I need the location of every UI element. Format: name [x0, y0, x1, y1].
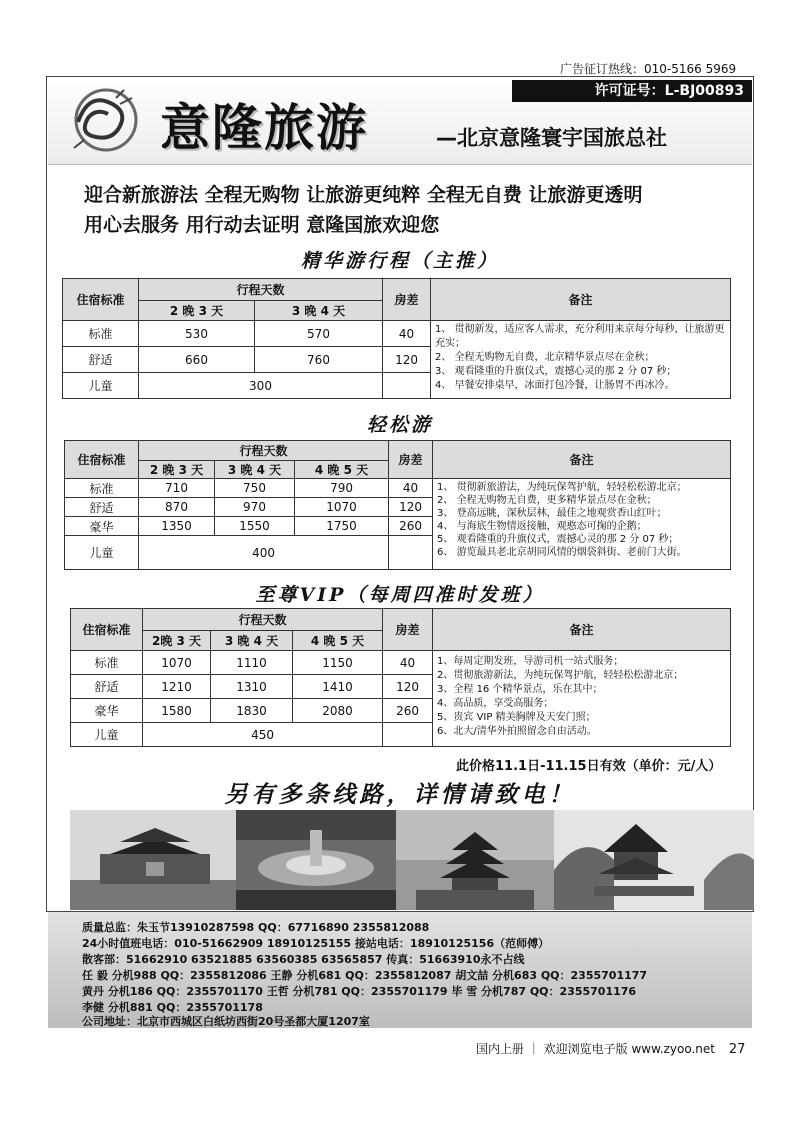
price-cell: 1350	[139, 517, 215, 536]
note-item: 5、贵宾 VIP 精美胸牌及天安门照；	[437, 712, 596, 723]
license-number: 许可证号：L-BJ00893	[512, 80, 752, 102]
diff-cell	[389, 536, 433, 570]
level-cell: 豪华	[65, 517, 139, 536]
header-days: 行程天数	[139, 279, 383, 301]
price-cell: 750	[215, 479, 295, 498]
header-notes: 备注	[433, 609, 731, 651]
note-item: 3、 登高远眺，深秋层林，最佳之地观赏香山红叶；	[437, 508, 667, 519]
section-title-easy: 轻松游	[366, 414, 433, 436]
dragon-logo-icon	[58, 82, 154, 158]
ad-hotline: 广告征订热线：010-5166 5969	[560, 62, 737, 76]
note-item: 1、每周定期发班，导游司机一站式服务；	[437, 656, 624, 667]
footer-text: 国内上册 ｜ 欢迎浏览电子版 www.zyoo.net	[476, 1042, 715, 1056]
price-table-easy	[64, 440, 731, 570]
table-row	[63, 321, 731, 347]
level-cell: 儿童	[63, 373, 139, 399]
price-cell: 1830	[211, 699, 293, 723]
table-row	[65, 479, 731, 498]
header-diff: 房差	[383, 609, 433, 651]
header-stay: 住宿标准	[65, 441, 139, 479]
duration-header: 3 晚 4 天	[255, 301, 383, 321]
temple-of-heaven-hall-photo	[396, 810, 554, 910]
notes-cell	[433, 651, 731, 747]
note-item: 4、 早餐安排桌早，冰面打包冷餐，让肠胃不再冰冷。	[435, 380, 675, 391]
price-cell: 570	[255, 321, 383, 347]
note-item: 2、 全程无购物无自费，北京精华景点尽在金秋；	[435, 352, 655, 363]
temple-of-heaven-grounds-photo	[236, 810, 396, 910]
header-stay: 住宿标准	[63, 279, 139, 321]
diff-cell: 40	[383, 321, 431, 347]
level-cell: 舒适	[65, 498, 139, 517]
contact-line: 质量总监：朱玉节13910287598 QQ：67716890 2355812088	[82, 921, 430, 934]
contact-line: 李健 分机881 QQ：2355701178	[82, 1001, 263, 1014]
child-price-cell: 450	[143, 723, 383, 747]
duration-header: 2 晚 3 天	[139, 461, 215, 479]
slogan-line-1: 迎合新旅游法 全程无购物 让旅游更纯粹 全程无自费 让旅游更透明	[84, 184, 643, 206]
note-item: 6、 游览最具老北京胡同风情的烟袋斜街、老前门大街。	[437, 547, 687, 558]
company-address: 公司地址：北京市西城区白纸坊西街20号圣都大厦1207室	[82, 1015, 370, 1028]
price-cell: 660	[139, 347, 255, 373]
level-cell: 舒适	[71, 675, 143, 699]
price-cell: 1070	[143, 651, 211, 675]
note-item: 4、 与海底生物情返接触，观憨态可掬的企鹅；	[437, 521, 647, 532]
diff-cell: 40	[383, 651, 433, 675]
price-cell: 1210	[143, 675, 211, 699]
contact-line: 散客部：51662910 63521885 63560385 63565857 传真：51663910永不占线	[82, 953, 525, 966]
notes-cell	[431, 321, 731, 399]
price-cell: 530	[139, 321, 255, 347]
header-days: 行程天数	[139, 441, 389, 461]
price-table-vip	[70, 608, 731, 747]
table-row	[71, 651, 731, 675]
diff-cell: 260	[389, 517, 433, 536]
level-cell: 儿童	[71, 723, 143, 747]
more-routes-banner: 另有多条线路，详情请致电！	[224, 781, 576, 808]
contact-line: 24小时值班电话：010-51662909 18910125155 接站电话：18910125156（范师傅）	[82, 937, 550, 950]
duration-header: 3 晚 4 天	[215, 461, 295, 479]
slogan-line-2: 用心去服务 用行动去证明 意隆国旅欢迎您	[84, 214, 440, 236]
section-title-essence: 精华游行程（主推）	[300, 250, 499, 272]
price-cell: 2080	[293, 699, 383, 723]
price-cell: 1750	[295, 517, 389, 536]
price-cell: 1550	[215, 517, 295, 536]
header-diff: 房差	[383, 279, 431, 321]
price-cell: 760	[255, 347, 383, 373]
brand-title: 意隆旅游	[160, 98, 368, 157]
duration-header: 2晚 3 天	[143, 631, 211, 651]
price-cell: 710	[139, 479, 215, 498]
header-days: 行程天数	[143, 609, 383, 631]
note-item: 3、全程 16 个精华景点，乐在其中；	[437, 684, 603, 695]
section-title-vip: 至尊VIP（每周四准时发班）	[255, 584, 545, 606]
contact-line: 黄丹 分机186 QQ：2355701170 王哲 分机781 QQ：2355701179 毕 雪 分机787 QQ：2355701176	[82, 985, 637, 998]
duration-header: 4 晚 5 天	[295, 461, 389, 479]
price-cell: 790	[295, 479, 389, 498]
level-cell: 标准	[65, 479, 139, 498]
notes-cell	[433, 479, 731, 570]
price-cell: 870	[139, 498, 215, 517]
child-price-cell: 400	[139, 536, 389, 570]
level-cell: 标准	[71, 651, 143, 675]
level-cell: 豪华	[71, 699, 143, 723]
diff-cell: 120	[389, 498, 433, 517]
price-cell: 1410	[293, 675, 383, 699]
footer	[476, 1040, 745, 1057]
price-cell: 1110	[211, 651, 293, 675]
tiananmen-photo	[70, 810, 236, 910]
price-cell: 1580	[143, 699, 211, 723]
diff-cell: 120	[383, 675, 433, 699]
note-item: 1、 贯彻新发，适应客人需求，充分利用来京每分每秒，让旅游更充实；	[435, 324, 725, 349]
diff-cell: 40	[389, 479, 433, 498]
duration-header: 3 晚 4 天	[211, 631, 293, 651]
note-item: 4、高品质，享受高服务；	[437, 698, 554, 709]
level-cell: 舒适	[63, 347, 139, 373]
diff-cell: 260	[383, 699, 433, 723]
header-stay: 住宿标准	[71, 609, 143, 651]
note-item: 2、 全程无购物无自费，更多精华景点尽在金秋；	[437, 495, 657, 506]
diff-cell	[383, 373, 431, 399]
price-cell: 970	[215, 498, 295, 517]
header-notes: 备注	[431, 279, 731, 321]
child-price-cell: 300	[139, 373, 383, 399]
note-item: 6、北大/清华外拍照留念自由活动。	[437, 726, 597, 737]
price-cell: 1150	[293, 651, 383, 675]
note-item: 5、 观看隆重的升旗仪式，震撼心灵的那 2 分 07 秒；	[437, 534, 679, 545]
diff-cell	[383, 723, 433, 747]
company-name: —北京意隆寰宇国旅总社	[436, 126, 667, 150]
level-cell: 标准	[63, 321, 139, 347]
diff-cell: 120	[383, 347, 431, 373]
price-cell: 1310	[211, 675, 293, 699]
note-item: 2、贯彻旅游新法，为纯玩保驾护航，轻轻松松游北京；	[437, 670, 684, 681]
summer-palace-pavilion-photo	[554, 810, 754, 910]
note-item: 3、 观看隆重的升旗仪式，震撼心灵的那 2 分 07 秒；	[435, 366, 677, 377]
price-cell: 1070	[295, 498, 389, 517]
duration-header: 2 晚 3 天	[139, 301, 255, 321]
contact-line: 任 毅 分机988 QQ：2355812086 王静 分机681 QQ：2355812087 胡文喆 分机683 QQ：2355701177	[82, 969, 648, 982]
duration-header: 4 晚 5 天	[293, 631, 383, 651]
header-diff: 房差	[389, 441, 433, 479]
header-notes: 备注	[433, 441, 731, 479]
price-table-essence	[62, 278, 731, 399]
level-cell: 儿童	[65, 536, 139, 570]
note-item: 1、 贯彻新旅游法，为纯玩保驾护航，轻轻松松游北京；	[437, 482, 687, 493]
price-validity-note: 此价格11.1日-11.15日有效（单价：元/人）	[456, 759, 722, 774]
page-number: 27	[728, 1042, 746, 1057]
